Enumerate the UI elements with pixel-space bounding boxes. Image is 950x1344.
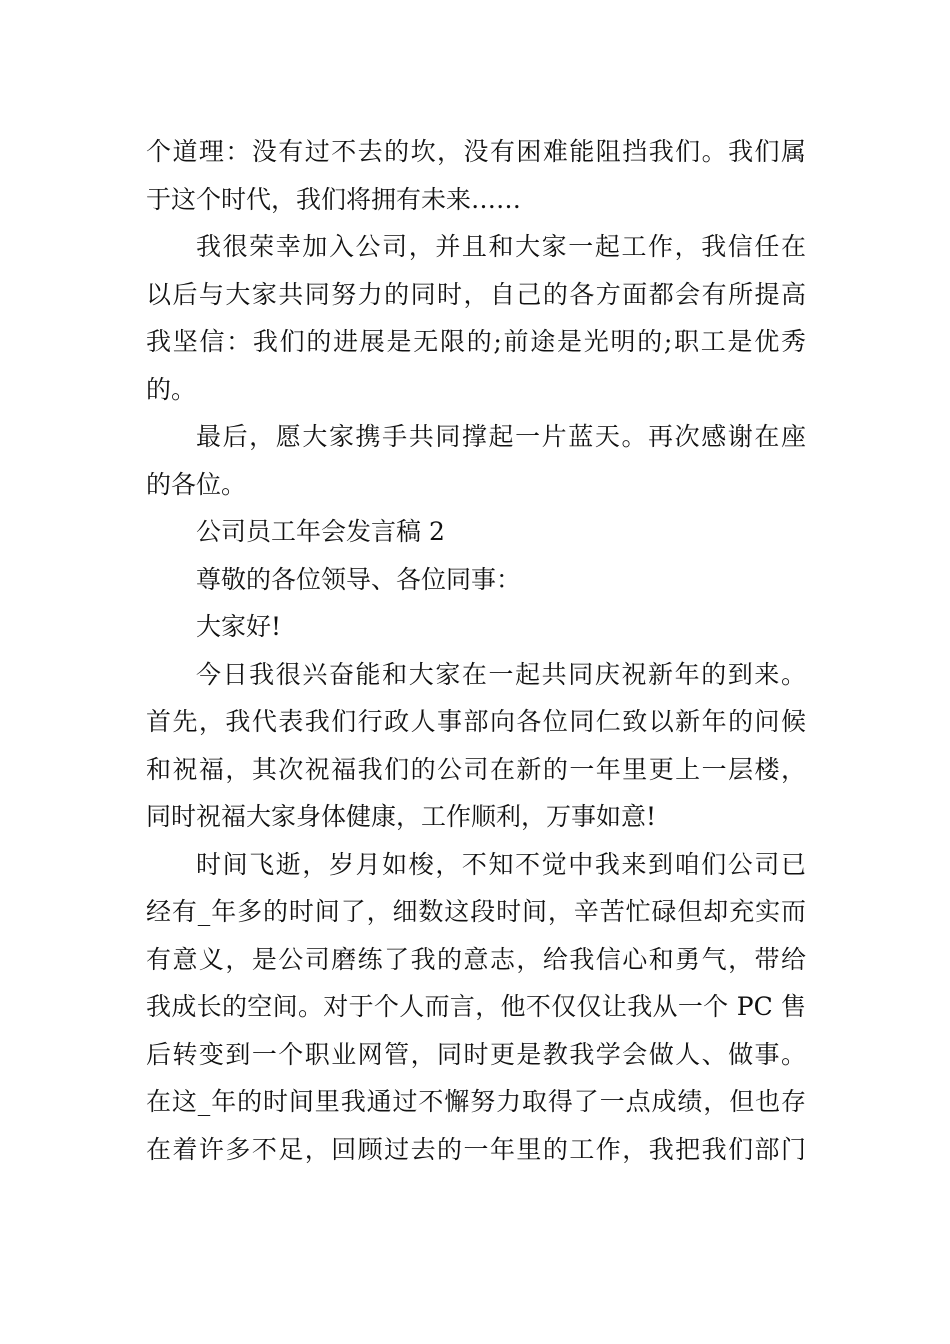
text-line: 我成长的空间。对于个人而言，他不仅仅让我从一个 PC 售 [146,992,806,1021]
text-line: 大家好! [196,612,282,641]
text-line: 于这个时代，我们将拥有未来…… [146,184,522,214]
text-line: 我坚信：我们的进展是无限的;前途是光明的;职工是优秀 [146,327,806,356]
text-line: 经有_年多的时间了，细数这段时间，辛苦忙碌但却充实而 [146,897,806,926]
document-body [146,128,806,1173]
text-line: 公司员工年会发言稿 2 [196,517,445,546]
text-line: 尊敬的各位领导、各位同事： [196,564,522,594]
text-line: 个道理：没有过不去的坎，没有困难能阻挡我们。我们属 [146,137,806,166]
text-line: 和祝福，其次祝福我们的公司在新的一年里更上一层楼， [146,754,806,784]
text-line: 我很荣幸加入公司，并且和大家一起工作，我信任在 [196,232,806,261]
text-line: 在着许多不足，回顾过去的一年里的工作，我把我们部门 [146,1134,806,1164]
text-line: 有意义，是公司磨练了我的意志，给我信心和勇气，带给 [146,944,806,974]
text-line: 今日我很兴奋能和大家在一起共同庆祝新年的到来。 [196,659,806,689]
text-line: 首先，我代表我们行政人事部向各位同仁致以新年的问候 [146,707,806,736]
text-line: 后转变到一个职业网管，同时更是教我学会做人、做事。 [146,1039,806,1069]
text-line: 在这_年的时间里我通过不懈努力取得了一点成绩，但也存 [146,1087,806,1116]
text-line: 的各位。 [146,469,247,499]
text-line: 以后与大家共同努力的同时，自己的各方面都会有所提高 [146,279,806,309]
text-line: 时间飞逝，岁月如梭，不知不觉中我来到咱们公司已 [196,849,806,879]
text-line: 的。 [146,374,197,404]
text-line: 同时祝福大家身体健康，工作顺利，万事如意! [146,802,657,831]
text-line: 最后，愿大家携手共同撑起一片蓝天。再次感谢在座 [196,422,806,451]
